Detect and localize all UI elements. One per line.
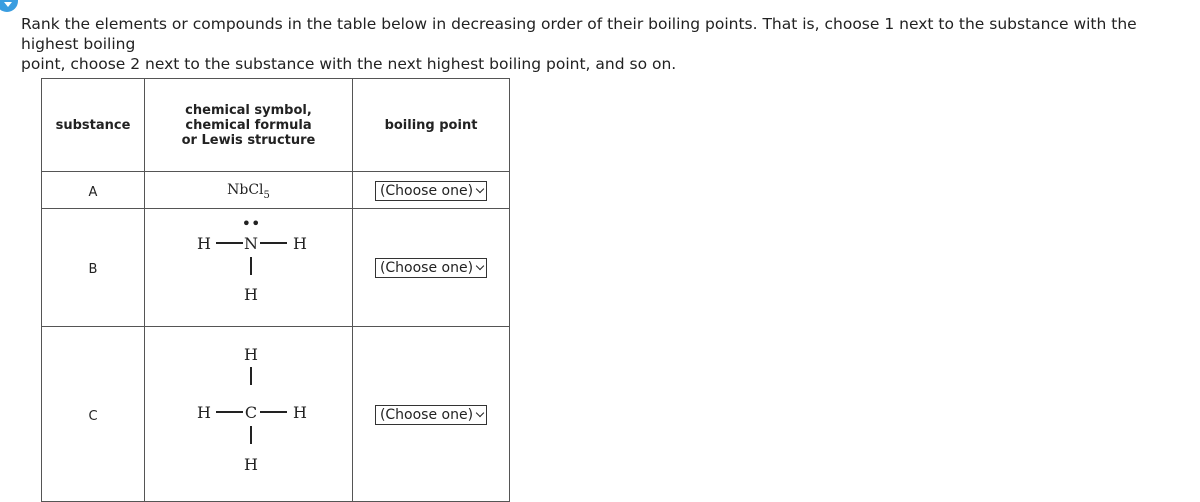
boiling-point-cell-a bbox=[353, 172, 510, 209]
header-boiling-point: boiling point bbox=[353, 79, 510, 172]
chemical-formula bbox=[227, 182, 270, 201]
row-label: A bbox=[88, 184, 98, 200]
rank-select-c[interactable] bbox=[375, 405, 487, 425]
substance-label-c bbox=[42, 327, 145, 502]
formula-subscript: 5 bbox=[263, 189, 270, 201]
atom-right-h: H bbox=[293, 234, 307, 253]
formula-cell-b bbox=[145, 209, 353, 327]
instructions-line-1: Rank the elements or compounds in the table below in decreasing order of their boiling points. That is, choose 1 next to the substance with the highest boiling bbox=[21, 15, 1137, 53]
rank-select-value: (Choose one) bbox=[379, 182, 474, 199]
header-formula-line-2: chemical formula bbox=[185, 117, 312, 133]
atom-bottom-h: H bbox=[244, 455, 258, 474]
ranking-table bbox=[41, 78, 510, 502]
chevron-down-icon bbox=[476, 262, 484, 270]
atom-bottom-h: H bbox=[244, 285, 258, 304]
rank-select-value: (Choose one) bbox=[379, 406, 474, 423]
row-label: B bbox=[88, 262, 98, 277]
rank-select-value: (Choose one) bbox=[379, 260, 474, 276]
formula-cell-c bbox=[145, 327, 353, 502]
header-formula-line-1: chemical symbol, bbox=[185, 102, 312, 118]
header-formula bbox=[145, 79, 353, 172]
atom-left-h: H bbox=[197, 234, 211, 253]
boiling-point-cell-b bbox=[353, 209, 510, 327]
table-row bbox=[42, 327, 510, 502]
lone-pair-dots: •• bbox=[241, 214, 261, 233]
formula-cell-a bbox=[145, 172, 353, 209]
instructions-text bbox=[21, 14, 1191, 74]
boiling-point-cell-c bbox=[353, 327, 510, 502]
table-header-row bbox=[42, 79, 510, 172]
chevron-down-icon bbox=[476, 184, 484, 192]
header-substance: substance bbox=[42, 79, 145, 172]
table-row bbox=[42, 209, 510, 327]
substance-label-a bbox=[42, 172, 145, 209]
atom-center-c: C bbox=[244, 403, 258, 422]
header-formula-line-3: or Lewis structure bbox=[181, 132, 316, 148]
lewis-structure-ammonia bbox=[145, 209, 352, 322]
atom-top-h: H bbox=[244, 345, 258, 364]
row-label: C bbox=[88, 408, 98, 424]
atom-center-n: N bbox=[244, 234, 258, 253]
instructions-line-2: point, choose 2 next to the substance with the next highest boiling point, and so on. bbox=[21, 55, 677, 73]
chevron-down-icon bbox=[476, 408, 484, 416]
atom-right-h: H bbox=[293, 403, 307, 422]
atom-left-h: H bbox=[197, 403, 211, 422]
lewis-structure-methane bbox=[145, 327, 352, 497]
substance-label-b bbox=[42, 209, 145, 327]
info-marker-icon bbox=[0, 0, 18, 12]
rank-select-a[interactable] bbox=[375, 181, 487, 201]
formula-main: NbCl bbox=[227, 182, 264, 199]
rank-select-b[interactable] bbox=[375, 258, 487, 278]
table-row bbox=[42, 172, 510, 209]
